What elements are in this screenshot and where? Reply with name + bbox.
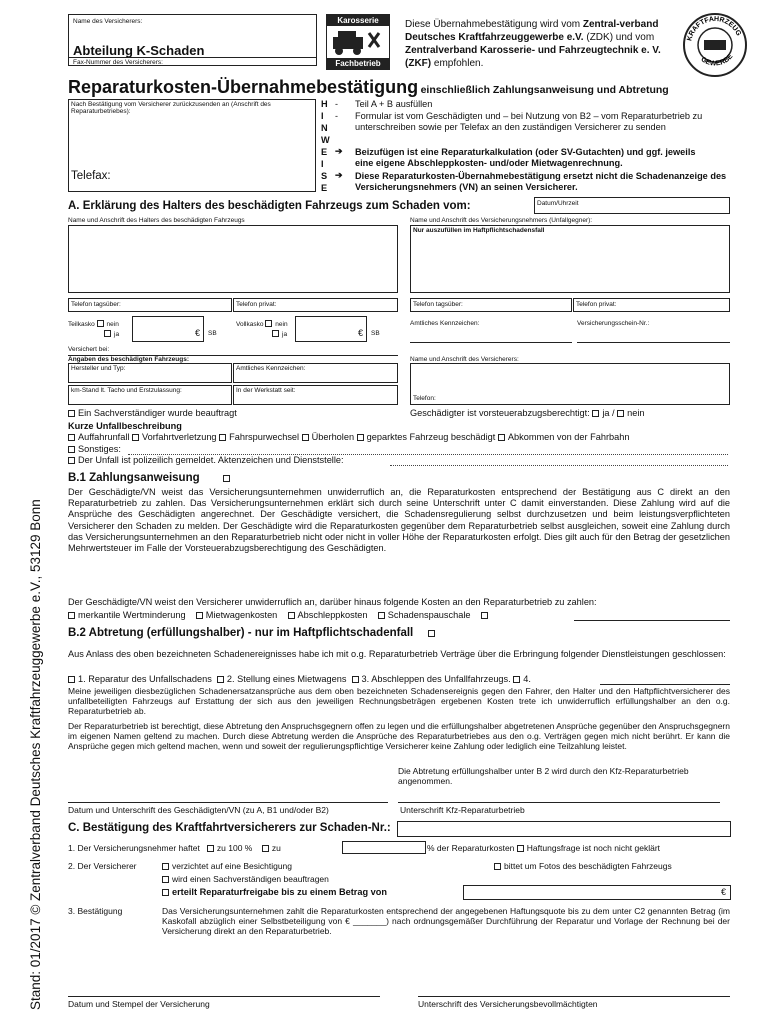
c2-option-photos[interactable]: bittet um Fotos des beschädigten Fahrzeugs xyxy=(494,861,672,871)
expert-checkbox[interactable]: Ein Sachverständiger wurde beauftragt xyxy=(68,408,237,419)
b2-signature-right[interactable]: Unterschrift Kfz-Reparaturbetrieb xyxy=(400,805,525,815)
insurer-name-label: Name des Versicherers: xyxy=(73,18,143,25)
karosserie-logo: Karosserie Fachbetrieb xyxy=(326,14,390,70)
page-title: Reparaturkosten-Übernahmebestätigung einschließlich Zahlungsanweisung und Abtretung xyxy=(68,77,669,97)
liability-mid: % der Reparaturkosten Haftungsfrage ist noch nicht geklärt xyxy=(427,843,661,853)
intro-text: Diese Übernahmebestätigung wird vom Zentral-verband Deutsches Kraftfahrzeuggewerbe e.V. (ZDK) und vom Zentralverband Karosserie- und Fahrzeugtechnik e. V. (ZKF) empfohlen. xyxy=(405,19,661,69)
accident-date-field[interactable]: Datum/Uhrzeit xyxy=(534,197,730,214)
section-a-title: A. Erklärung des Halters des beschädigten Fahrzeugs zum Schaden vom: xyxy=(68,200,471,212)
insurer-box xyxy=(68,14,317,66)
svg-text:KRAFTFAHRZEUG: KRAFTFAHRZEUG xyxy=(686,15,742,42)
holder-phone-day[interactable]: Telefon tagsüber: xyxy=(68,298,232,312)
vn-insurer-field[interactable]: Telefon: xyxy=(410,363,730,405)
liability-row[interactable]: 1. Der Versicherungsnehmer haftet zu 100 % zu xyxy=(68,843,281,853)
vat-option[interactable]: Geschädigter ist vorsteuerabzugsberechtigt: ja / nein xyxy=(410,408,645,418)
maker-field[interactable]: Hersteller und Typ: xyxy=(68,363,232,383)
sender-box[interactable]: Nach Bestätigung vom Versicherer zurückzusenden an (Anschrift des Reparaturbetriebes): Telefax: xyxy=(68,99,316,192)
release-amount-field[interactable]: € xyxy=(463,885,731,900)
teilkasko-block[interactable]: Teilkasko nein ja xyxy=(68,321,120,338)
vn-field[interactable]: Nur auszufüllen im Haftpflichtschadensfall xyxy=(410,225,730,293)
gewerbe-seal-icon xyxy=(682,12,748,78)
c2-option-1[interactable]: verzichtet auf eine Besichtigung xyxy=(162,861,292,871)
holder-phone-private[interactable]: Telefon privat: xyxy=(233,298,398,312)
b2-signature-left[interactable]: Datum und Unterschrift des Geschädigten/VN (zu A, B1 und/oder B2) xyxy=(68,805,329,815)
c-signature-left[interactable]: Datum und Stempel der Versicherung xyxy=(68,999,210,1009)
liability-percent-field[interactable] xyxy=(342,841,426,854)
department-value[interactable]: Abteilung K-Schaden xyxy=(73,43,205,58)
accident-options[interactable]: Auffahrunfall Vorfahrtverletzung Fahrspurwechsel Überholen geparktes Fahrzeug beschädigt Abkommen von der Fahrbahn xyxy=(68,432,629,443)
other-checkbox[interactable]: Sonstiges: xyxy=(68,444,121,455)
vn-phone-day[interactable]: Telefon tagsüber: xyxy=(410,298,572,312)
police-checkbox[interactable]: Der Unfall ist polizeilich gemeldet. Aktenzeichen und Dienststelle: xyxy=(68,455,344,466)
holder-field[interactable] xyxy=(68,225,398,293)
footer-stand: Stand: 01/2017 © Zentralverband Deutsches Kraftfahrzeuggewerbe e.V., 53129 Bonn xyxy=(28,499,43,1010)
plate-field[interactable]: Amtliches Kennzeichen: xyxy=(233,363,398,383)
km-field[interactable]: km-Stand lt. Tacho und Erstzulassung: xyxy=(68,385,232,405)
c2-option-2[interactable]: wird einen Sachverständigen beauftragen xyxy=(162,874,329,884)
car-tools-icon xyxy=(327,27,387,57)
vollkasko-block[interactable]: Vollkasko nein ja xyxy=(236,321,288,338)
claim-number-field[interactable] xyxy=(397,821,731,837)
svg-text:GEWERBE: GEWERBE xyxy=(699,53,735,68)
vollkasko-sb-field[interactable]: € xyxy=(295,316,367,342)
teilkasko-sb-field[interactable]: € xyxy=(132,316,204,342)
c-signature-right[interactable]: Unterschrift des Versicherungsbevollmächtigten xyxy=(418,999,598,1009)
b2-items[interactable]: 1. Reparatur des Unfallschadens 2. Stellung eines Mietwagens 3. Abschleppen des Unfallfahrzeugs. 4. xyxy=(68,674,531,685)
vn-phone-private[interactable]: Telefon privat: xyxy=(573,298,730,312)
b1-options[interactable]: merkantile Wertminderung Mietwagenkosten Abschleppkosten Schadenspauschale xyxy=(68,610,491,621)
fax-label: Fax-Nummer des Versicherers: xyxy=(73,59,163,66)
c2-option-3[interactable]: erteilt Reparaturfreigabe bis zu einem Betrag von xyxy=(162,887,387,898)
section-b1-title: B.1 Zahlungsanweisung xyxy=(68,472,233,484)
workshop-since-field[interactable]: In der Werkstatt seit: xyxy=(233,385,398,405)
section-b2-title: B.2 Abtretung (erfüllungshalber) - nur im Haftpflichtschadenfall xyxy=(68,627,438,639)
